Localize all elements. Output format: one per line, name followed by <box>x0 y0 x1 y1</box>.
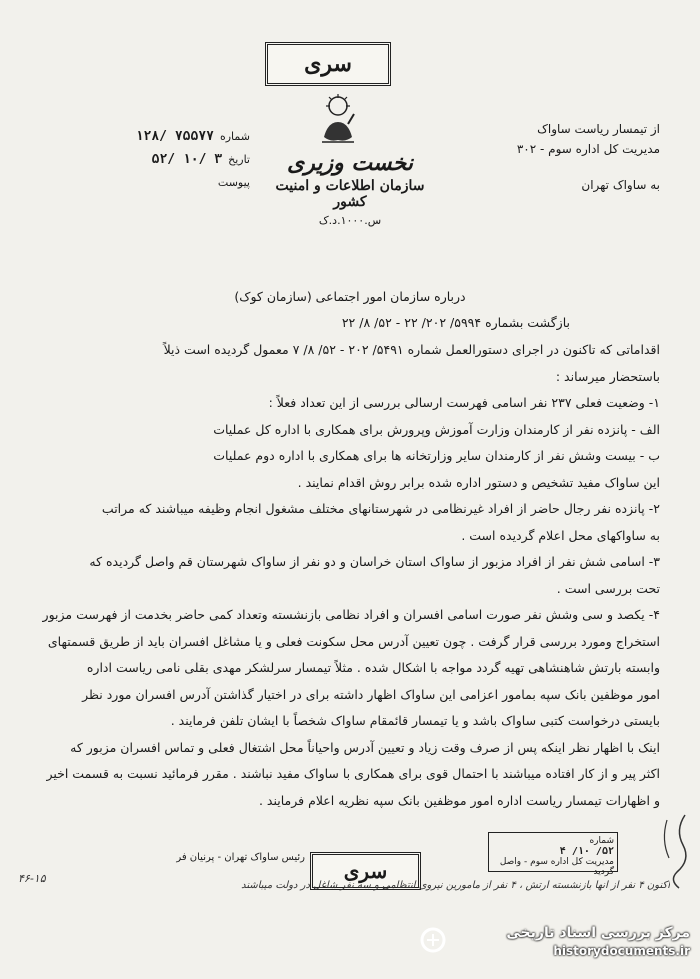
body-line: ب - بیست وشش نفر از کارمندان سایر وزارتخانه ها برای همکاری با اداره دوم عملیات <box>213 448 660 463</box>
receipt-stamp <box>488 832 618 877</box>
body-line: باستحضار میرساند : <box>555 368 660 384</box>
receipt-number-label: شماره <box>589 836 614 846</box>
attachment-row <box>60 171 250 194</box>
secret-stamp-bottom: سری <box>310 852 421 890</box>
body-line: الف - پانزده نفر از کارمندان وزارت آموزش وپرورش برای همکاری با اداره کل عملیات <box>213 421 660 437</box>
body-line: ۲- پانزده نفر رجال حاضر از افراد غیرنظامی در شهرستانهای مختلف مشغول انجام وظیفه میباشند که مراتب <box>101 501 660 516</box>
receipt-note: مدیریت کل اداره سوم - واصل گردید <box>499 857 614 877</box>
archive-center-name: مرکز بررسی اسناد تاریخی <box>506 925 690 941</box>
lion-and-sun-emblem-icon <box>318 92 358 147</box>
attachment-label: پیوست <box>217 176 250 189</box>
handwritten-code: ۴۶-۱۵ <box>18 872 46 885</box>
date-label: تاریخ <box>228 153 250 166</box>
archive-logo-icon <box>420 927 446 953</box>
archive-website: historydocuments.ir <box>553 944 690 958</box>
org-department: سازمان اطلاعات و امنیت کشور <box>275 178 425 210</box>
secret-stamp-top: سری <box>265 42 391 86</box>
from-line-1: از تیمسار ریاست ساواک <box>537 122 660 136</box>
body-line: اینک با اظهار نظر اینکه پس از صرف وقت زیاد و تعیین آدرس واحیاناً محل اشتغال فعلی و تماس افسران مزبور که <box>70 739 660 755</box>
document-meta <box>60 125 250 194</box>
subject-line: درباره سازمان امور اجتماعی (سازمان کوک) <box>234 288 466 304</box>
body-line: به ساواکهای محل اعلام گردیده است . <box>461 527 660 543</box>
number-row <box>60 125 250 148</box>
body-line: تحت بررسی است . <box>556 580 660 596</box>
body-line: بایستی درخواست کتبی ساواک باشد و یا تیمسار قائمقام ساواک شخصاً با ایشان تلفن فرمایند . <box>170 713 660 728</box>
handwritten-note: اکنون ۴ نفر از آنها بازنشسته ارتش ، ۴ نفر از مأمورین نیروی انتظامی و سه نفر شاغل در دولت میباشند <box>241 880 670 891</box>
body-line: استخراج ومورد بررسی قرار گرفت . چون تعیین آدرس محل سکونت فعلی و یا مشاغل افسران باید از طریق قسمتهای <box>47 633 660 649</box>
to-line: به ساواک تهران <box>581 178 660 192</box>
number-label: شماره <box>219 130 250 143</box>
address-block <box>430 122 660 198</box>
handwritten-margin-scribble-icon <box>655 810 695 890</box>
body-line: این ساواک مفید تشخیص و دستور اداره شده برابر روش اقدام نمایند . <box>297 474 660 490</box>
org-code: س.۱۰۰۰.د.ک <box>318 214 382 227</box>
receipt-date: ۵۲/ ۱۰/ ۴ <box>559 846 614 857</box>
from-line-2: مدیریت کل اداره سوم - ۳۰۲ <box>516 142 660 156</box>
body-line: اکثر پیر و از کار افتاده میباشند با احتمال قوی برای همکاری با ساواک مفید نباشند . مقرر فرمائید نسبت به قسمت اخیر <box>46 766 660 781</box>
number-value: ۱۲۸/ ۷۵۵۷۷ <box>135 129 214 144</box>
body-line: ۳- اسامی شش نفر از افراد مزبور از ساواک استان خراسان و دو نفر از ساواک شهرستان قم واصل گردیده که <box>89 554 660 569</box>
body-line: اقداماتی که تاکنون در اجرای دستورالعمل شماره ۵۴۹۱/ ۲۰۲ - ۵۲/ ۸/ ۷ معمول گردیده است ذیلاً <box>163 342 660 357</box>
date-value: ۵۲/ ۱۰/ ۳ <box>151 152 223 167</box>
date-row <box>60 148 250 171</box>
reference-line: بازگشت بشماره ۵۹۹۴/ ۲۰۲/ ۲۲ - ۵۲/ ۸/ ۲۲ <box>341 314 570 330</box>
closing-signatory: رئیس ساواک تهران - پرنیان فر <box>176 852 305 863</box>
body-line: وابسته بارتش شاهنشاهی تهیه گردد مواجه با اشکال شده . مثلاً تیمسار سرلشکر مهدی بقلی نامی ریاست اداره <box>86 660 660 675</box>
body-line: و اظهارات تیمسار ریاست اداره امور موظفین بانک سپه نظریه اعلام فرمایند . <box>258 792 660 808</box>
org-name: نخست وزیری <box>287 150 413 176</box>
letter-body <box>40 285 660 814</box>
body-line: امور موظفین بانک سپه بمامور اعزامی این ساواک اظهار داشته برای در اختیار گذاشتن آدرس افسران مورد نظر <box>82 686 660 702</box>
body-line: ۱- وضعیت فعلی ۲۳۷ نفر اسامی فهرست ارسالی بررسی از این تعداد فعلاً : <box>268 395 660 410</box>
archive-watermark <box>450 925 690 975</box>
issuing-organization <box>270 150 430 227</box>
body-line: ۴- یکصد و سی وشش نفر صورت اسامی افسران و افراد نظامی بازنشسته وتعداد کمی حاضر بخدمت از فهرست مزبور <box>42 607 660 622</box>
